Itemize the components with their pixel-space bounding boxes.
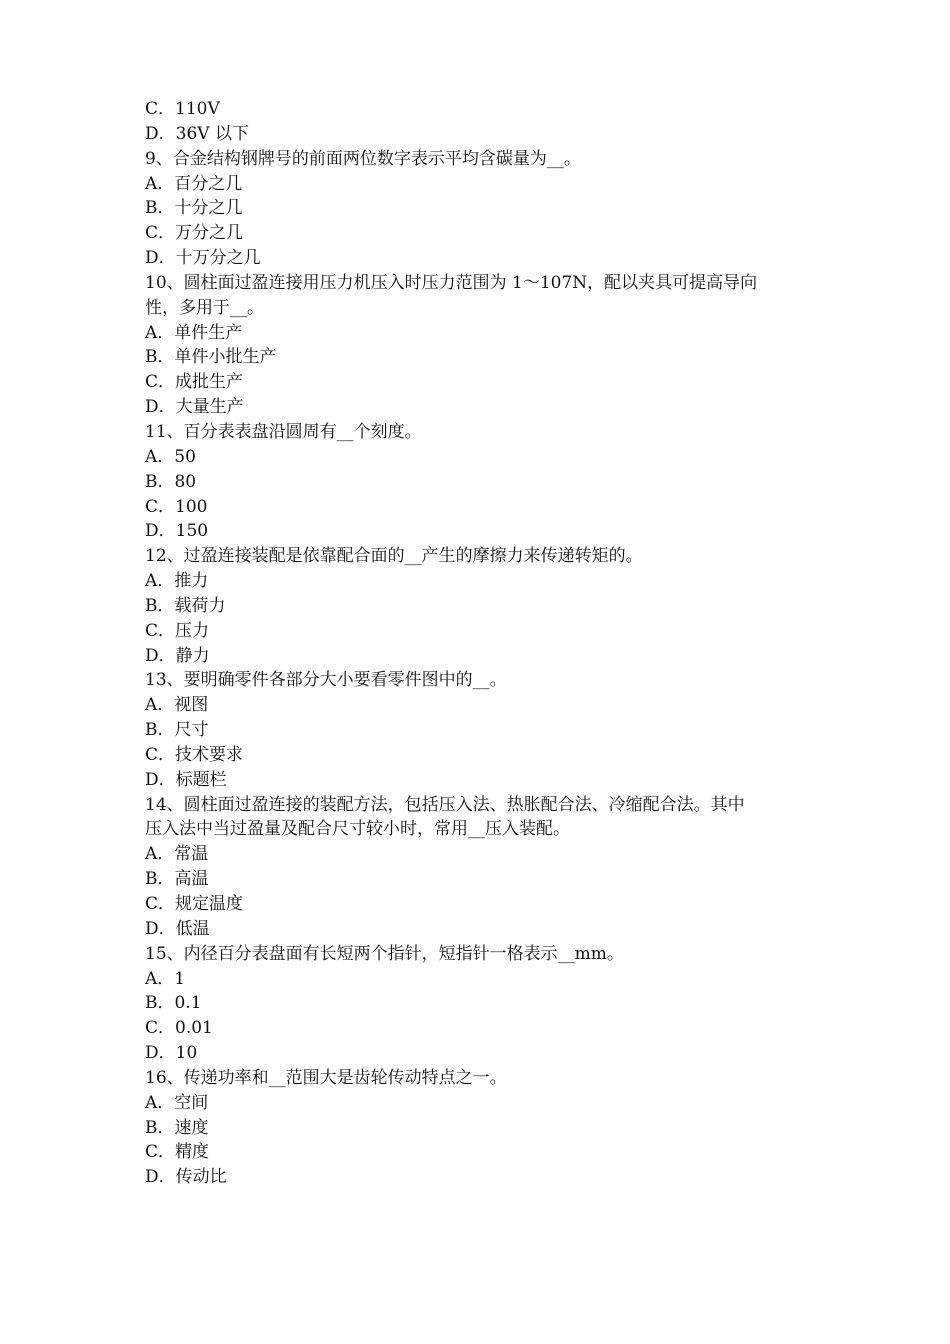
question-9: 9、合金结构钢牌号的前面两位数字表示平均含碳量为__。: [145, 148, 581, 169]
question-14-cont: 压入法中当过盈量及配合尺寸较小时，常用__压入装配。: [145, 819, 570, 840]
option-q13-b: B．尺寸: [145, 720, 209, 741]
question-14: 14、圆柱面过盈连接的装配方法，包括压入法、热胀配合法、冷缩配合法。其中: [145, 794, 745, 815]
question-12: 12、过盈连接装配是依靠配合面的__产生的摩擦力来传递转矩的。: [145, 546, 643, 567]
option-q11-b: B．80: [145, 471, 197, 492]
option-q12-d: D．静力: [145, 645, 210, 666]
option-q10-c: C．成批生产: [145, 372, 244, 393]
option-q12-b: B．载荷力: [145, 595, 226, 616]
option-q10-b: B．单件小批生产: [145, 347, 277, 368]
option-q16-d: D．传动比: [145, 1167, 227, 1188]
option-q15-c: C．0.01: [145, 1018, 213, 1039]
option-q9-d: D．十万分之几: [145, 248, 261, 269]
question-10-cont: 性，多用于__。: [145, 297, 264, 318]
question-11: 11、百分表表盘沿圆周有__个刻度。: [145, 421, 422, 442]
document-page: [145, 97, 825, 1190]
question-16: 16、传递功率和__范围大是齿轮传动特点之一。: [145, 1067, 507, 1088]
option-q16-a: A．空间: [145, 1092, 209, 1113]
option-q14-b: B．高温: [145, 869, 209, 890]
option-q12-c: C．压力: [145, 620, 210, 641]
option-q13-c: C．技术要求: [145, 744, 244, 765]
option-q10-a: A．单件生产: [145, 322, 243, 343]
option-q14-d: D．低温: [145, 918, 210, 939]
option-q14-c: C．规定温度: [145, 894, 244, 914]
option-q12-a: A．推力: [145, 571, 209, 592]
option-q16-b: B．速度: [145, 1117, 209, 1138]
option-q8-c: C．110V: [145, 99, 220, 119]
option-q13-d: D．标题栏: [145, 769, 227, 790]
option-q11-c: C．100: [145, 496, 208, 517]
option-q10-d: D．大量生产: [145, 397, 244, 418]
option-q13-a: A．视图: [145, 695, 209, 716]
question-15: 15、内径百分表盘面有长短两个指针，短指针一格表示__mm。: [145, 943, 624, 964]
option-q11-a: A．50: [145, 446, 196, 467]
option-q15-d: D．10: [145, 1043, 198, 1064]
option-q8-d: D．36V 以下: [145, 123, 249, 144]
option-q11-d: D．150: [145, 521, 209, 542]
option-q9-a: A．百分之几: [145, 173, 243, 194]
option-q16-c: C．精度: [145, 1142, 210, 1163]
option-q9-b: B．十分之几: [145, 198, 243, 219]
option-q9-c: C．万分之几: [145, 223, 244, 244]
question-13: 13、要明确零件各部分大小要看零件图中的__。: [145, 670, 507, 691]
option-q14-a: A．常温: [145, 844, 209, 865]
question-10: 10、圆柱面过盈连接用压力机压入时压力范围为 1～107N，配以夹具可提高导向: [145, 272, 758, 293]
option-q15-b: B．0.1: [145, 993, 202, 1014]
option-q15-a: A．1: [145, 968, 186, 989]
